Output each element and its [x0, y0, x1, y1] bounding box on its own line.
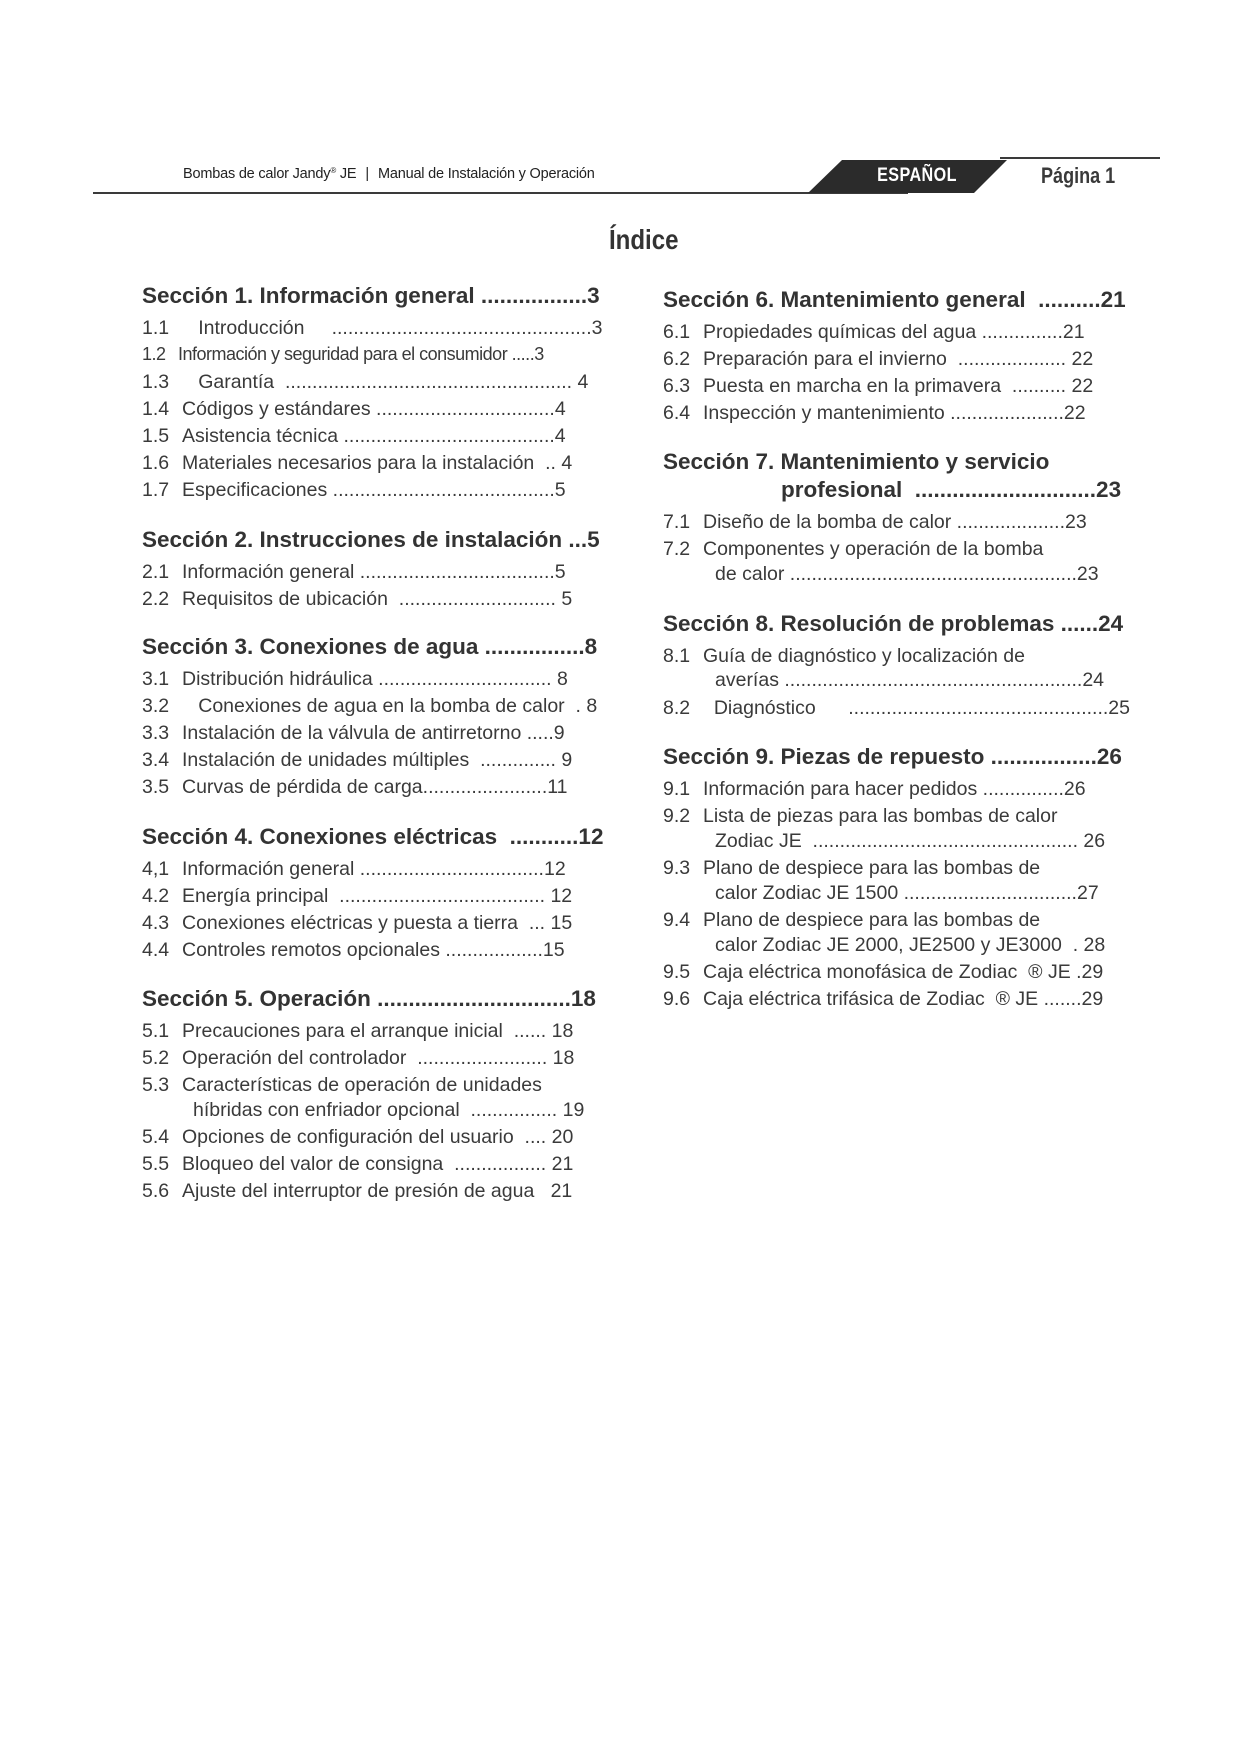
toc-entry[interactable]: [142, 912, 572, 935]
toc-entry-text: Información y seguridad para el consumidor .....3: [178, 344, 544, 364]
toc-entry[interactable]: [142, 1047, 574, 1070]
page-title: Índice: [608, 224, 679, 255]
toc-entry-number: 1.4: [142, 398, 170, 420]
toc-section-heading[interactable]: Sección 6. Mantenimiento general ..........21: [663, 287, 1126, 312]
toc-entry[interactable]: [663, 321, 1085, 344]
toc-entry-number: 9.4: [663, 909, 691, 931]
toc-entry-number: 9.1: [663, 778, 691, 800]
toc-entry[interactable]: [142, 722, 565, 745]
toc-section-heading[interactable]: Sección 2. Instrucciones de instalación ...5: [142, 527, 600, 552]
toc-entry-number: 1.3: [142, 371, 170, 393]
toc-entry-text: Conexiones de agua en la bomba de calor . 8: [182, 695, 598, 717]
toc-entry-text: Inspección y mantenimiento .....................22: [703, 402, 1086, 424]
toc-entry-number: 3.3: [142, 722, 170, 744]
toc-entry-text: Lista de piezas para las bombas de calor: [703, 805, 1058, 827]
toc-entry-text: Especificaciones .........................................5: [182, 479, 566, 501]
toc-entry-number: 4.4: [142, 939, 170, 961]
toc-entry-number: 5.2: [142, 1047, 170, 1069]
toc-entry-text: Diseño de la bomba de calor ....................23: [703, 511, 1087, 533]
toc-entry[interactable]: [663, 909, 1040, 932]
toc-entry-continuation[interactable]: [663, 563, 1099, 586]
brand-text: Bombas de calor Jandy: [183, 166, 331, 182]
toc-entry-number: 5.4: [142, 1126, 170, 1148]
toc-entry-text: Operación del controlador ........................ 18: [182, 1047, 575, 1069]
toc-entry-number: 2.1: [142, 561, 170, 583]
language-label: ESPAÑOL: [877, 165, 957, 186]
toc-entry-number: 2.2: [142, 588, 170, 610]
toc-entry-text: calor Zodiac JE 2000, JE2500 y JE3000 . 28: [715, 934, 1106, 956]
toc-entry[interactable]: [663, 645, 1025, 668]
toc-entry[interactable]: [142, 1126, 573, 1149]
toc-entry-text: Materiales necesarios para la instalación .. 4: [182, 452, 573, 474]
toc-entry-continuation[interactable]: [663, 669, 1104, 692]
toc-entry[interactable]: [142, 561, 566, 584]
toc-entry-text: calor Zodiac JE 1500 ................................27: [715, 882, 1099, 904]
toc-entry-text: Plano de despiece para las bombas de: [703, 909, 1041, 931]
toc-entry[interactable]: [142, 858, 566, 881]
toc-entry[interactable]: [142, 371, 588, 394]
toc-entry-text: Componentes y operación de la bomba: [703, 538, 1044, 560]
toc-entry-text: Controles remotos opcionales ..................15: [182, 939, 565, 961]
toc-entry-text: Distribución hidráulica ................................ 8: [182, 668, 568, 690]
toc-entry[interactable]: [142, 1153, 573, 1176]
toc-entry-text: averías .......................................................24: [715, 669, 1105, 691]
toc-entry-text: Introducción ................................................3: [182, 317, 603, 339]
toc-entry[interactable]: [663, 511, 1087, 534]
toc-entry[interactable]: [142, 939, 565, 962]
toc-entry[interactable]: [142, 317, 602, 340]
toc-entry-text: Información general ..................................12: [182, 858, 566, 880]
toc-entry-number: 5.1: [142, 1020, 170, 1042]
toc-entry-continuation[interactable]: [663, 934, 1105, 957]
toc-entry-text: Opciones de configuración del usuario .... 20: [182, 1126, 574, 1148]
toc-entry-number: 5.3: [142, 1074, 170, 1096]
toc-entry-number: 3.2: [142, 695, 170, 717]
toc-entry-text: Guía de diagnóstico y localización de: [703, 645, 1025, 667]
toc-entry-text: Precauciones para el arranque inicial ...... 18: [182, 1020, 574, 1042]
toc-entry-number: 7.1: [663, 511, 691, 533]
toc-entry[interactable]: [663, 375, 1093, 398]
toc-entry-number: 9.6: [663, 988, 691, 1010]
toc-entry-text: Instalación de la válvula de antirretorno .....9: [182, 722, 565, 744]
toc-entry-text: Ajuste del interruptor de presión de agua 21: [182, 1180, 573, 1202]
toc-entry[interactable]: [663, 857, 1040, 880]
toc-entry-number: 1.2: [142, 344, 166, 364]
toc-entry[interactable]: [142, 695, 597, 718]
toc-entry-number: 4.2: [142, 885, 170, 907]
toc-entry[interactable]: [142, 668, 568, 691]
brand-suffix: JE: [336, 166, 357, 182]
toc-entry-text: Características de operación de unidades: [182, 1074, 542, 1096]
toc-entry-text: Requisitos de ubicación ............................. 5: [182, 588, 573, 610]
header-separator: |: [365, 166, 369, 182]
toc-entry-text: Energía principal ...................................... 12: [182, 885, 573, 907]
toc-entry-text: Diagnóstico ................................................25: [703, 697, 1130, 719]
toc-entry-text: de calor .....................................................23: [715, 563, 1099, 585]
toc-entry-continuation[interactable]: [663, 830, 1105, 853]
toc-entry-text: Instalación de unidades múltiples .............. 9: [182, 749, 573, 771]
page-number: Página 1: [1041, 163, 1116, 188]
toc-section-heading[interactable]: Sección 7. Mantenimiento y servicio: [663, 449, 1050, 474]
toc-entry-number: 3.5: [142, 776, 170, 798]
toc-entry[interactable]: [142, 398, 566, 421]
toc-entry-number: 7.2: [663, 538, 691, 560]
toc-entry[interactable]: [663, 961, 1103, 984]
toc-section-heading[interactable]: Sección 9. Piezas de repuesto .................26: [663, 744, 1122, 769]
toc-entry-text: Garantía ..................................................... 4: [182, 371, 589, 393]
toc-entry[interactable]: [663, 988, 1103, 1011]
toc-entry[interactable]: [142, 344, 544, 365]
toc-entry-number: 6.3: [663, 375, 691, 397]
toc-entry-number: 1.1: [142, 317, 170, 339]
toc-entry-text: Asistencia técnica .......................................4: [182, 425, 566, 447]
toc-entry-number: 9.2: [663, 805, 691, 827]
toc-entry-continuation[interactable]: [663, 882, 1099, 905]
toc-entry-number: 6.1: [663, 321, 691, 343]
toc-entry-number: 4,1: [142, 858, 170, 880]
toc-entry[interactable]: [663, 402, 1086, 425]
toc-entry-number: 8.1: [663, 645, 691, 667]
toc-entry[interactable]: [663, 538, 1043, 561]
toc-section-heading[interactable]: Sección 4. Conexiones eléctricas ...........12: [142, 824, 604, 849]
toc-entry-number: 3.1: [142, 668, 170, 690]
toc-entry-number: 9.3: [663, 857, 691, 879]
toc-entry[interactable]: [142, 885, 572, 908]
toc-entry-text: Conexiones eléctricas y puesta a tierra ... 15: [182, 912, 573, 934]
toc-entry[interactable]: [142, 479, 566, 502]
registered-mark: ®: [330, 166, 337, 175]
toc-entry[interactable]: [142, 588, 572, 611]
toc-entry-number: 1.5: [142, 425, 170, 447]
toc-section-heading-continuation[interactable]: profesional .............................23: [781, 477, 1122, 502]
toc-entry-text: Códigos y estándares .................................4: [182, 398, 566, 420]
toc-section-heading[interactable]: Sección 5. Operación ...............................18: [142, 986, 596, 1011]
toc-entry-text: Zodiac JE ................................................. 26: [715, 830, 1106, 852]
toc-entry[interactable]: [142, 425, 566, 448]
toc-entry[interactable]: [142, 452, 572, 475]
toc-entry-text: Bloqueo del valor de consigna ................. 21: [182, 1153, 574, 1175]
toc-section-heading[interactable]: Sección 8. Resolución de problemas ......24: [663, 611, 1124, 636]
toc-entry-number: 4.3: [142, 912, 170, 934]
toc-entry-text: Plano de despiece para las bombas de: [703, 857, 1041, 879]
toc-entry-text: Información para hacer pedidos ...............26: [703, 778, 1086, 800]
toc-entry-text: Información general ....................................5: [182, 561, 566, 583]
toc-entry-number: 6.4: [663, 402, 691, 424]
toc-entry-number: 1.7: [142, 479, 170, 501]
toc-entry[interactable]: [142, 776, 568, 799]
toc-entry-text: Propiedades químicas del agua ...............21: [703, 321, 1085, 343]
toc-entry[interactable]: [663, 697, 1130, 720]
toc-entry[interactable]: [142, 1020, 573, 1043]
manual-title: Manual de Instalación y Operación: [377, 166, 595, 182]
toc-section-heading[interactable]: Sección 3. Conexiones de agua ................8: [142, 634, 598, 659]
toc-entry[interactable]: [663, 805, 1057, 828]
toc-entry-number: 3.4: [142, 749, 170, 771]
toc-entry[interactable]: [142, 1074, 542, 1097]
toc-entry-text: Caja eléctrica monofásica de Zodiac ® JE .29: [703, 961, 1104, 983]
page-header: [0, 0, 1241, 200]
toc-entry-number: 1.6: [142, 452, 170, 474]
toc-entry-text: Puesta en marcha en la primavera .......... 22: [703, 375, 1094, 397]
toc-entry-text: híbridas con enfriador opcional ................ 19: [193, 1099, 585, 1121]
toc-entry-continuation[interactable]: [142, 1099, 584, 1122]
toc-entry-number: 5.5: [142, 1153, 170, 1175]
toc-entry-number: 8.2: [663, 697, 691, 719]
toc-entry-text: Curvas de pérdida de carga.......................11: [182, 776, 568, 798]
toc-entry-number: 6.2: [663, 348, 691, 370]
toc-entry-text: Caja eléctrica trifásica de Zodiac ® JE .......29: [703, 988, 1104, 1010]
toc-entry-number: 5.6: [142, 1180, 170, 1202]
toc-entry-number: 9.5: [663, 961, 691, 983]
toc-entry[interactable]: [663, 348, 1093, 371]
toc-entry[interactable]: [663, 778, 1086, 801]
toc-entry-text: Preparación para el invierno .................... 22: [703, 348, 1094, 370]
toc-section-heading[interactable]: Sección 1. Información general .................3: [142, 283, 600, 308]
toc-entry[interactable]: [142, 1180, 572, 1203]
toc-entry[interactable]: [142, 749, 572, 772]
